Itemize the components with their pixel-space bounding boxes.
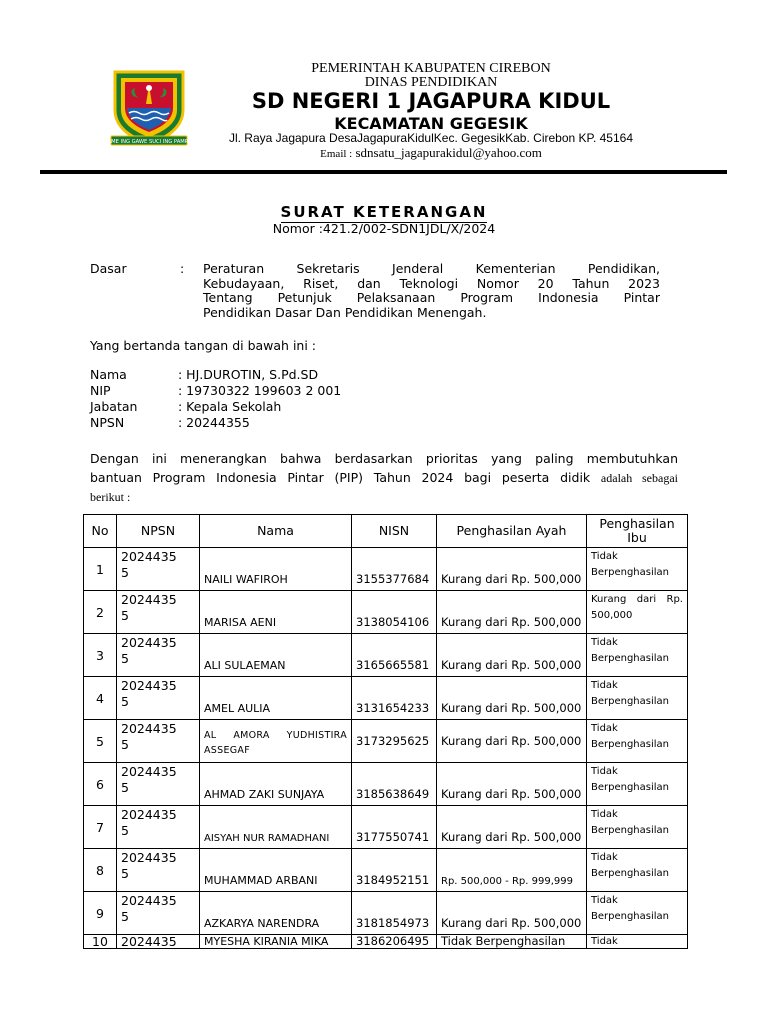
cell-nama: AZKARYA NARENDRA — [200, 892, 352, 935]
table-row — [84, 849, 688, 892]
cell-ibu: Tidak Berpenghasilan — [587, 763, 688, 806]
cell-ayah: Kurang dari Rp. 500,000 — [437, 677, 587, 720]
identity-value: : 19730322 199603 2 001 — [178, 383, 342, 398]
cell-ayah: Kurang dari Rp. 500,000 — [437, 634, 587, 677]
statement-line: bantuan Program Indonesia Pintar (PIP) Tahun 2024 bagi peserta didik adalah sebagai — [90, 470, 678, 485]
cell-no: 1 — [84, 548, 117, 591]
cell-ayah: Kurang dari Rp. 500,000 — [437, 591, 587, 634]
dasar-line: Tentang Petunjuk Pelaksanaan Program Indonesia Pintar — [203, 290, 660, 305]
table-row — [84, 935, 688, 949]
cell-no: 9 — [84, 892, 117, 935]
dasar-line: Pendidikan Dasar Dan Pendidikan Menengah. — [203, 304, 487, 320]
email-label: Email : — [320, 148, 353, 160]
cell-npsn: 2024435 — [117, 935, 200, 949]
col-header-ibu: Penghasilan Ibu — [587, 515, 688, 548]
cell-npsn: 2024435 5 — [117, 806, 200, 849]
regency-emblem-logo — [107, 66, 191, 150]
cell-nama: AMEL AULIA — [200, 677, 352, 720]
header-email-line — [200, 145, 662, 161]
identity-value: : HJ.DUROTIN, S.Pd.SD — [178, 367, 319, 382]
cell-ibu: Tidak Berpenghasilan — [587, 677, 688, 720]
cell-nisn: 3185638649 — [352, 763, 437, 806]
identity-key: NIP — [90, 383, 111, 398]
cell-nisn: 3138054106 — [352, 591, 437, 634]
table-row — [84, 548, 688, 591]
col-header-nama: Nama — [200, 515, 352, 548]
cell-no: 6 — [84, 763, 117, 806]
cell-ayah: Kurang dari Rp. 500,000 — [437, 720, 587, 763]
dasar-label: Dasar — [90, 261, 127, 276]
cell-nisn: 3184952151 — [352, 849, 437, 892]
cell-nama: ALI SULAEMAN — [200, 634, 352, 677]
identity-key: Nama — [90, 367, 127, 382]
cell-no: 5 — [84, 720, 117, 763]
cell-npsn: 2024435 5 — [117, 849, 200, 892]
cell-no: 10 — [84, 935, 117, 949]
cell-nisn: 3165665581 — [352, 634, 437, 677]
cell-ayah: Rp. 500,000 - Rp. 999,999 — [437, 849, 587, 892]
cell-ibu: Tidak Berpenghasilan — [587, 806, 688, 849]
cell-nama: AHMAD ZAKI SUNJAYA — [200, 763, 352, 806]
cell-nisn: 3155377684 — [352, 548, 437, 591]
cell-npsn: 2024435 5 — [117, 677, 200, 720]
cell-nama: NAILI WAFIROH — [200, 548, 352, 591]
table-row — [84, 677, 688, 720]
col-header-npsn: NPSN — [117, 515, 200, 548]
cell-ibu: Tidak Berpenghasilan — [587, 548, 688, 591]
cell-ayah: Tidak Berpenghasilan — [437, 935, 587, 949]
cell-npsn: 2024435 5 — [117, 634, 200, 677]
cell-ayah: Kurang dari Rp. 500,000 — [437, 806, 587, 849]
cell-ibu: Kurang dari Rp. 500,000 — [587, 591, 688, 634]
cell-no: 2 — [84, 591, 117, 634]
cell-nama: AISYAH NUR RAMADHANI — [200, 806, 352, 849]
identity-key: Jabatan — [90, 399, 138, 414]
cell-ibu: Tidak Berpenghasilan — [587, 634, 688, 677]
cell-ayah: Kurang dari Rp. 500,000 — [437, 892, 587, 935]
table-row — [84, 591, 688, 634]
cell-nisn: 3131654233 — [352, 677, 437, 720]
table-row — [84, 763, 688, 806]
statement-line: Dengan ini menerangkan bahwa berdasarkan prioritas yang paling membutuhkan — [90, 451, 678, 466]
cell-npsn: 2024435 5 — [117, 892, 200, 935]
dasar-colon: : — [180, 261, 185, 276]
cell-nisn: 3177550741 — [352, 806, 437, 849]
document-number: Nomor :421.2/002-SDN1JDL/X/2024 — [272, 221, 496, 236]
identity-value: : Kepala Sekolah — [178, 399, 282, 414]
statement-paragraph — [90, 449, 678, 507]
cell-ibu: Tidak Berpenghasilan — [587, 892, 688, 935]
email-address: sdnsatu_jagapurakidul@yahoo.com — [355, 145, 542, 160]
identity-key: NPSN — [90, 415, 125, 430]
cell-nama: MYESHA KIRANIA MIKA — [200, 935, 352, 949]
cell-nama: MARISA AENI — [200, 591, 352, 634]
cell-npsn: 2024435 5 — [117, 591, 200, 634]
svg-text:RAME ING GAWE SUCI ING PAMRIH: RAME ING GAWE SUCI ING PAMRIH — [107, 139, 191, 145]
cell-ayah: Kurang dari Rp. 500,000 — [437, 763, 587, 806]
cell-ibu: Tidak — [587, 935, 688, 949]
cell-nisn: 3181854973 — [352, 892, 437, 935]
document-title: SURAT KETERANGAN — [280, 203, 488, 221]
dasar-text — [203, 262, 660, 320]
table-row — [84, 806, 688, 849]
cell-npsn: 2024435 5 — [117, 720, 200, 763]
cell-no: 7 — [84, 806, 117, 849]
dasar-line: Kebudayaan, Riset, dan Teknologi Nomor 20 Tahun 2023 — [203, 275, 660, 291]
cell-ayah: Kurang dari Rp. 500,000 — [437, 548, 587, 591]
cell-ibu: Tidak Berpenghasilan — [587, 720, 688, 763]
col-header-no: No — [84, 515, 117, 548]
letterhead-divider — [40, 170, 727, 174]
cell-no: 8 — [84, 849, 117, 892]
header-agency: DINAS PENDIDIKAN — [364, 75, 498, 90]
students-table — [83, 514, 688, 949]
dasar-line: Peraturan Sekretaris Jenderal Kementerian Pendidikan, — [203, 261, 660, 276]
col-header-ayah: Penghasilan Ayah — [437, 515, 587, 548]
col-header-nisn: NISN — [352, 515, 437, 548]
cell-ibu: Tidak Berpenghasilan — [587, 849, 688, 892]
table-header-row — [84, 515, 688, 548]
header-district: KECAMATAN GEGESIK — [334, 114, 528, 133]
cell-no: 4 — [84, 677, 117, 720]
table-row — [84, 720, 688, 763]
header-government: PEMERINTAH KABUPATEN CIREBON — [311, 61, 551, 76]
cell-nisn: 3186206495 — [352, 935, 437, 949]
cell-nisn: 3173295625 — [352, 720, 437, 763]
identity-value: : 20244355 — [178, 415, 250, 430]
table-row — [84, 634, 688, 677]
cell-npsn: 2024435 5 — [117, 548, 200, 591]
undersigned-intro: Yang bertanda tangan di bawah ini : — [90, 338, 317, 353]
header-school-name: SD NEGERI 1 JAGAPURA KIDUL — [251, 89, 611, 113]
cell-no: 3 — [84, 634, 117, 677]
statement-line: berikut : — [90, 490, 131, 504]
cell-npsn: 2024435 5 — [117, 763, 200, 806]
cell-nama: AL AMORA YUDHISTIRA ASSEGAF — [200, 720, 352, 763]
header-address: Jl. Raya Jagapura DesaJagapuraKidulKec. GegesikKab. Cirebon KP. 45164 — [228, 131, 634, 145]
cell-nama: MUHAMMAD ARBANI — [200, 849, 352, 892]
table-row — [84, 892, 688, 935]
